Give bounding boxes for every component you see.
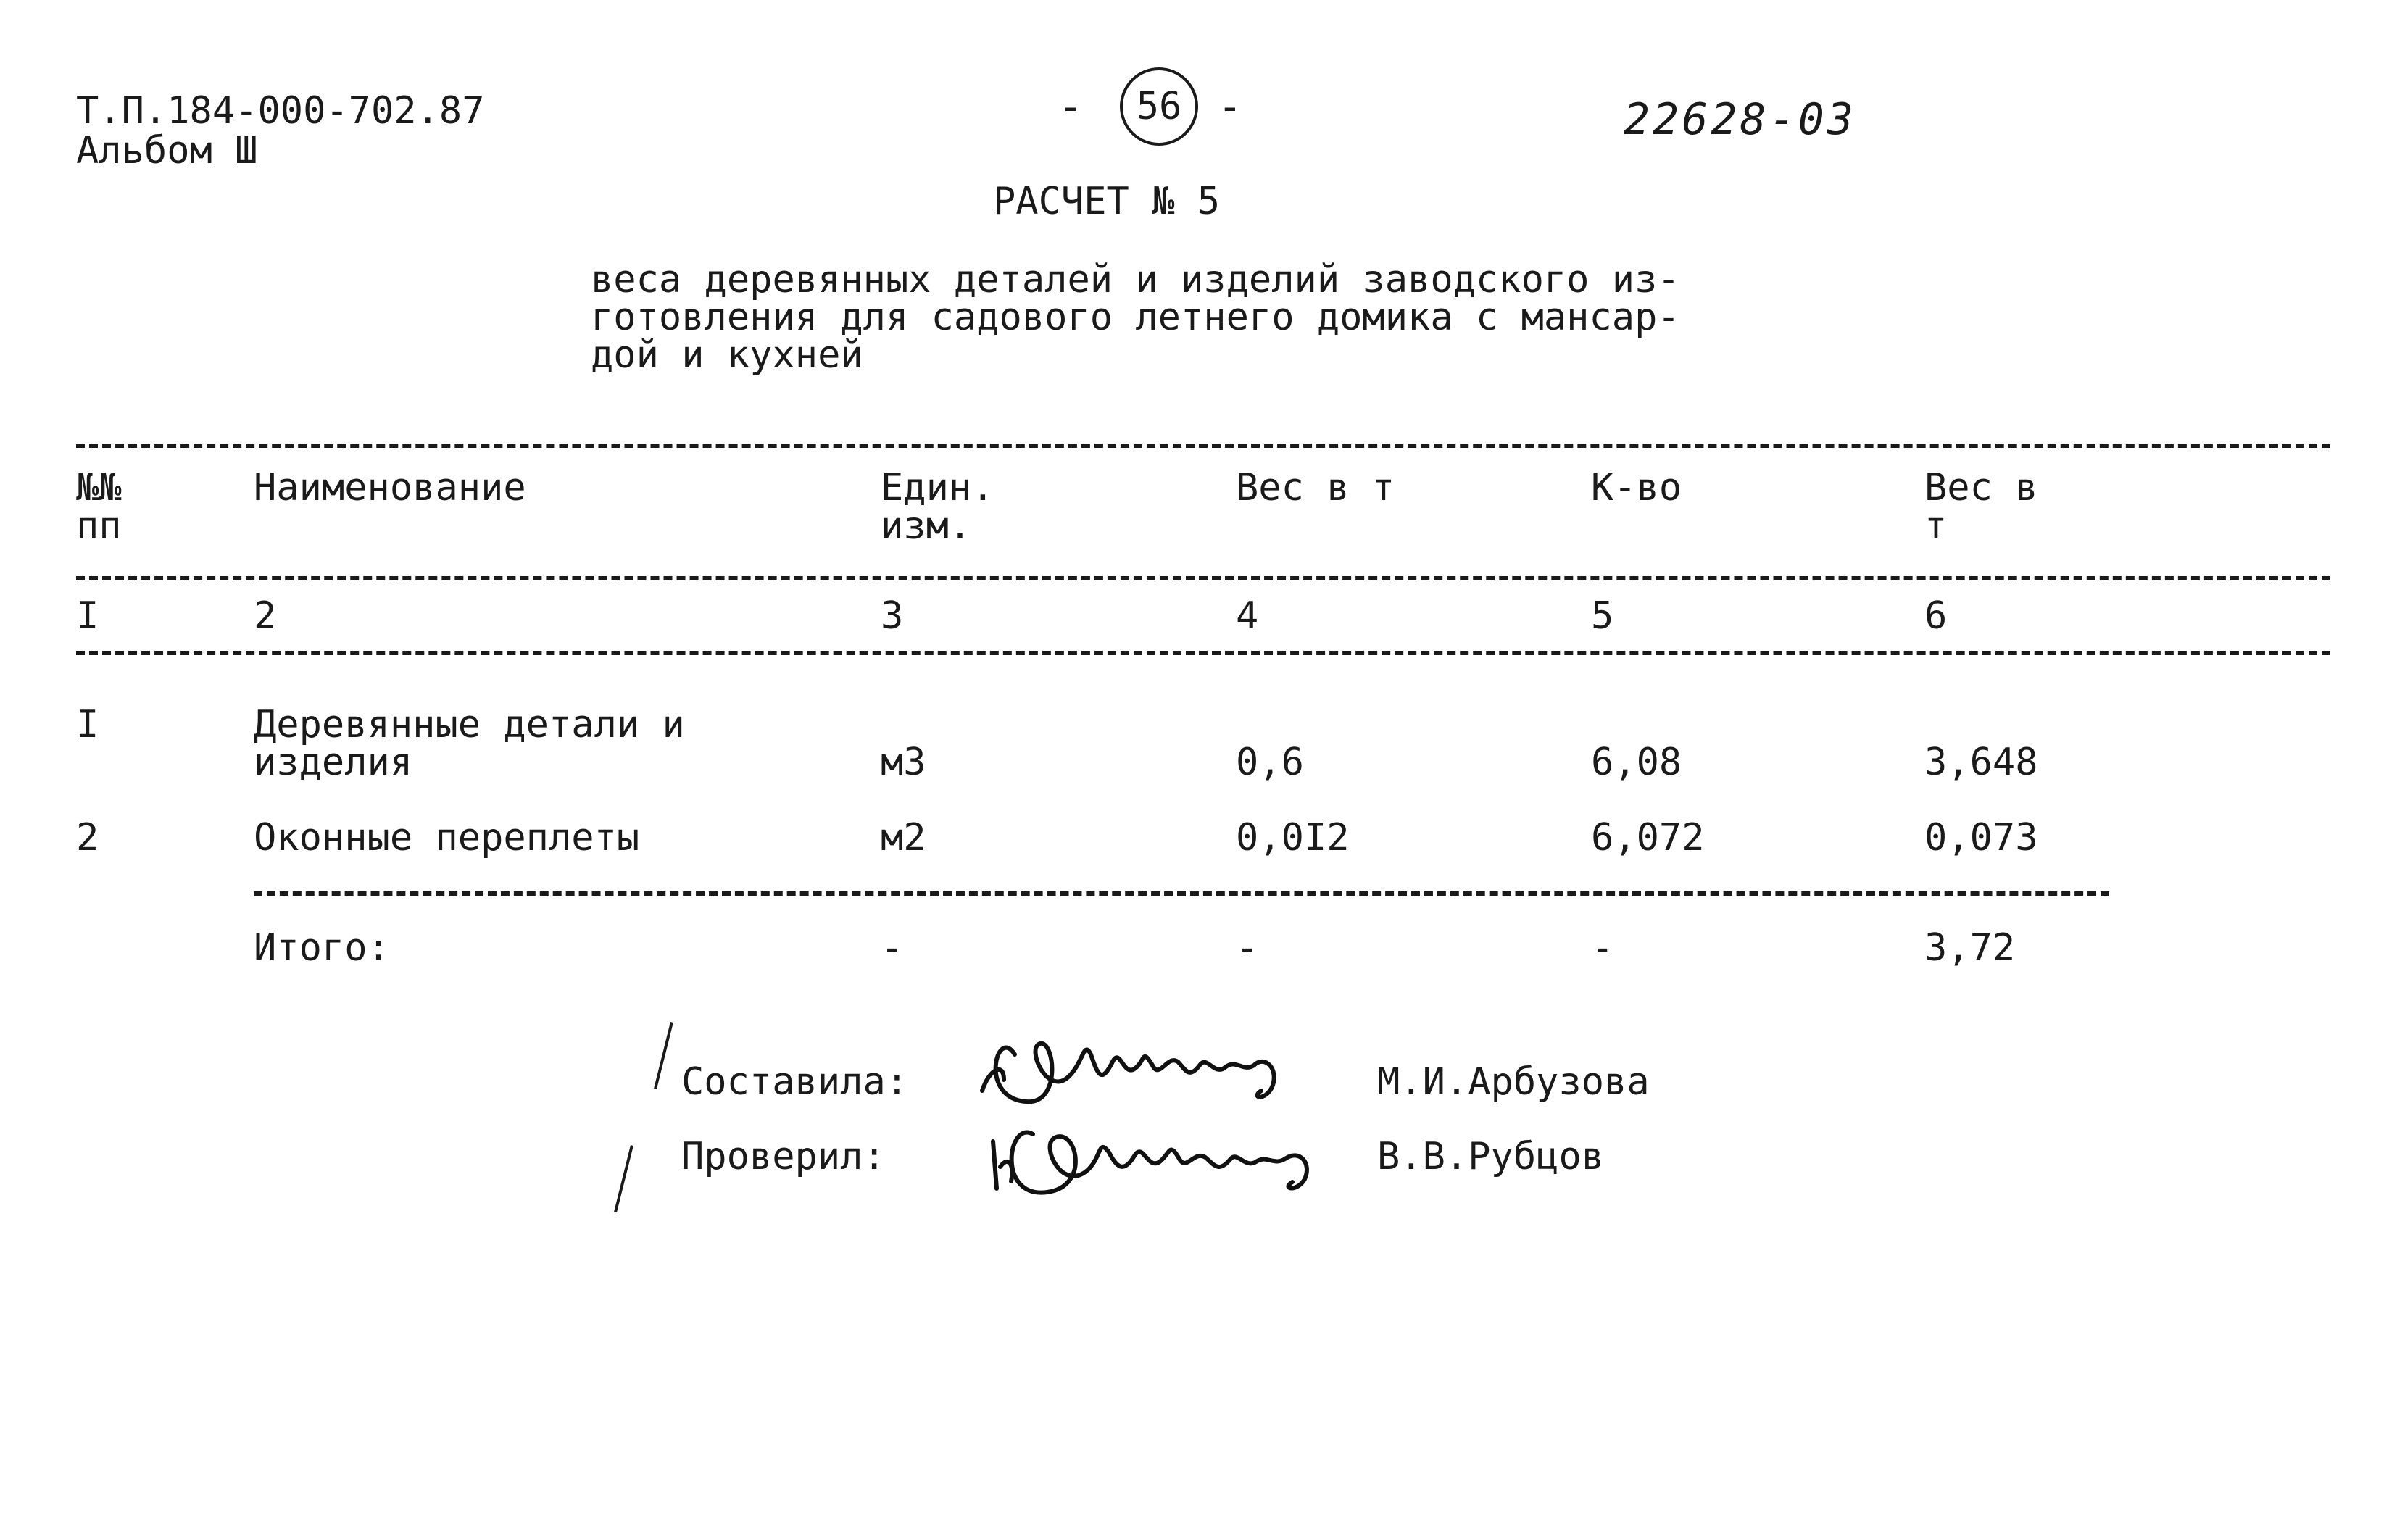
title-line-1: веса деревянных деталей и изделий заводского из- <box>591 258 1680 301</box>
compiled-label: Составила: <box>681 1060 909 1104</box>
col-number-5: 5 <box>1591 594 1614 638</box>
col-number-2: 2 <box>254 594 277 638</box>
checked-label: Проверил: <box>681 1135 886 1178</box>
page-number-prefix: - <box>1058 83 1083 130</box>
header-rule <box>76 576 2330 580</box>
row-name-line-2: изделия <box>254 741 413 784</box>
col-header-unit-1: Един. <box>881 466 994 509</box>
pen-mark <box>614 1145 633 1212</box>
compiled-name: М.И.Арбузова <box>1377 1060 1650 1104</box>
col-header-total-1: Вес в <box>1924 466 2038 509</box>
summary-rule <box>254 891 2109 896</box>
archive-number: 22628-03 <box>1624 94 1856 145</box>
col-number-1: I <box>76 594 99 638</box>
calc-heading: РАСЧЕТ № 5 <box>993 180 1221 223</box>
row-num: 2 <box>76 816 99 860</box>
summary-unit: - <box>881 926 904 970</box>
row-total: 3,648 <box>1924 741 2038 784</box>
col-header-unit-2: изм. <box>881 504 972 548</box>
summary-total: 3,72 <box>1924 926 2016 970</box>
doc-code: Т.П.184-000-702.87 <box>76 89 485 133</box>
row-unit: м3 <box>881 741 926 784</box>
page-number-value: 56 <box>1136 85 1182 128</box>
title-line-3: дой и кухней <box>591 333 863 377</box>
row-total: 0,073 <box>1924 816 2038 860</box>
summary-weight: - <box>1236 926 1259 970</box>
col-header-num-1: №№ <box>76 466 122 509</box>
summary-label: Итого: <box>254 926 390 970</box>
col-header-qty: К-во <box>1591 466 1682 509</box>
row-name-line-1: Оконные переплеты <box>254 816 640 860</box>
col-number-4: 4 <box>1236 594 1259 638</box>
page-number <box>1120 67 1198 146</box>
col-header-name: Наименование <box>254 466 526 509</box>
row-weight: 0,0I2 <box>1236 816 1350 860</box>
title-line-2: готовления для садового летнего домика с мансар- <box>591 296 1680 339</box>
col-header-num-2: пп <box>76 504 122 548</box>
row-weight: 0,6 <box>1236 741 1304 784</box>
summary-qty: - <box>1591 926 1614 970</box>
pen-mark <box>654 1022 673 1089</box>
table-top-rule <box>76 444 2330 448</box>
col-header-weight: Вес в т <box>1236 466 1395 509</box>
col-header-total-2: т <box>1924 504 1948 548</box>
page-number-block <box>1051 62 1268 156</box>
checked-name: В.В.Рубцов <box>1377 1135 1605 1178</box>
row-name-line-1: Деревянные детали и <box>254 703 685 746</box>
page-number-suffix: - <box>1218 83 1242 130</box>
signature-checked <box>982 1098 1330 1207</box>
row-qty: 6,08 <box>1591 741 1682 784</box>
row-num: I <box>76 703 99 746</box>
album-label: Альбом Ш <box>76 129 258 172</box>
column-number-rule <box>76 651 2330 655</box>
col-number-3: 3 <box>881 594 904 638</box>
row-unit: м2 <box>881 816 926 860</box>
col-number-6: 6 <box>1924 594 1948 638</box>
row-qty: 6,072 <box>1591 816 1705 860</box>
